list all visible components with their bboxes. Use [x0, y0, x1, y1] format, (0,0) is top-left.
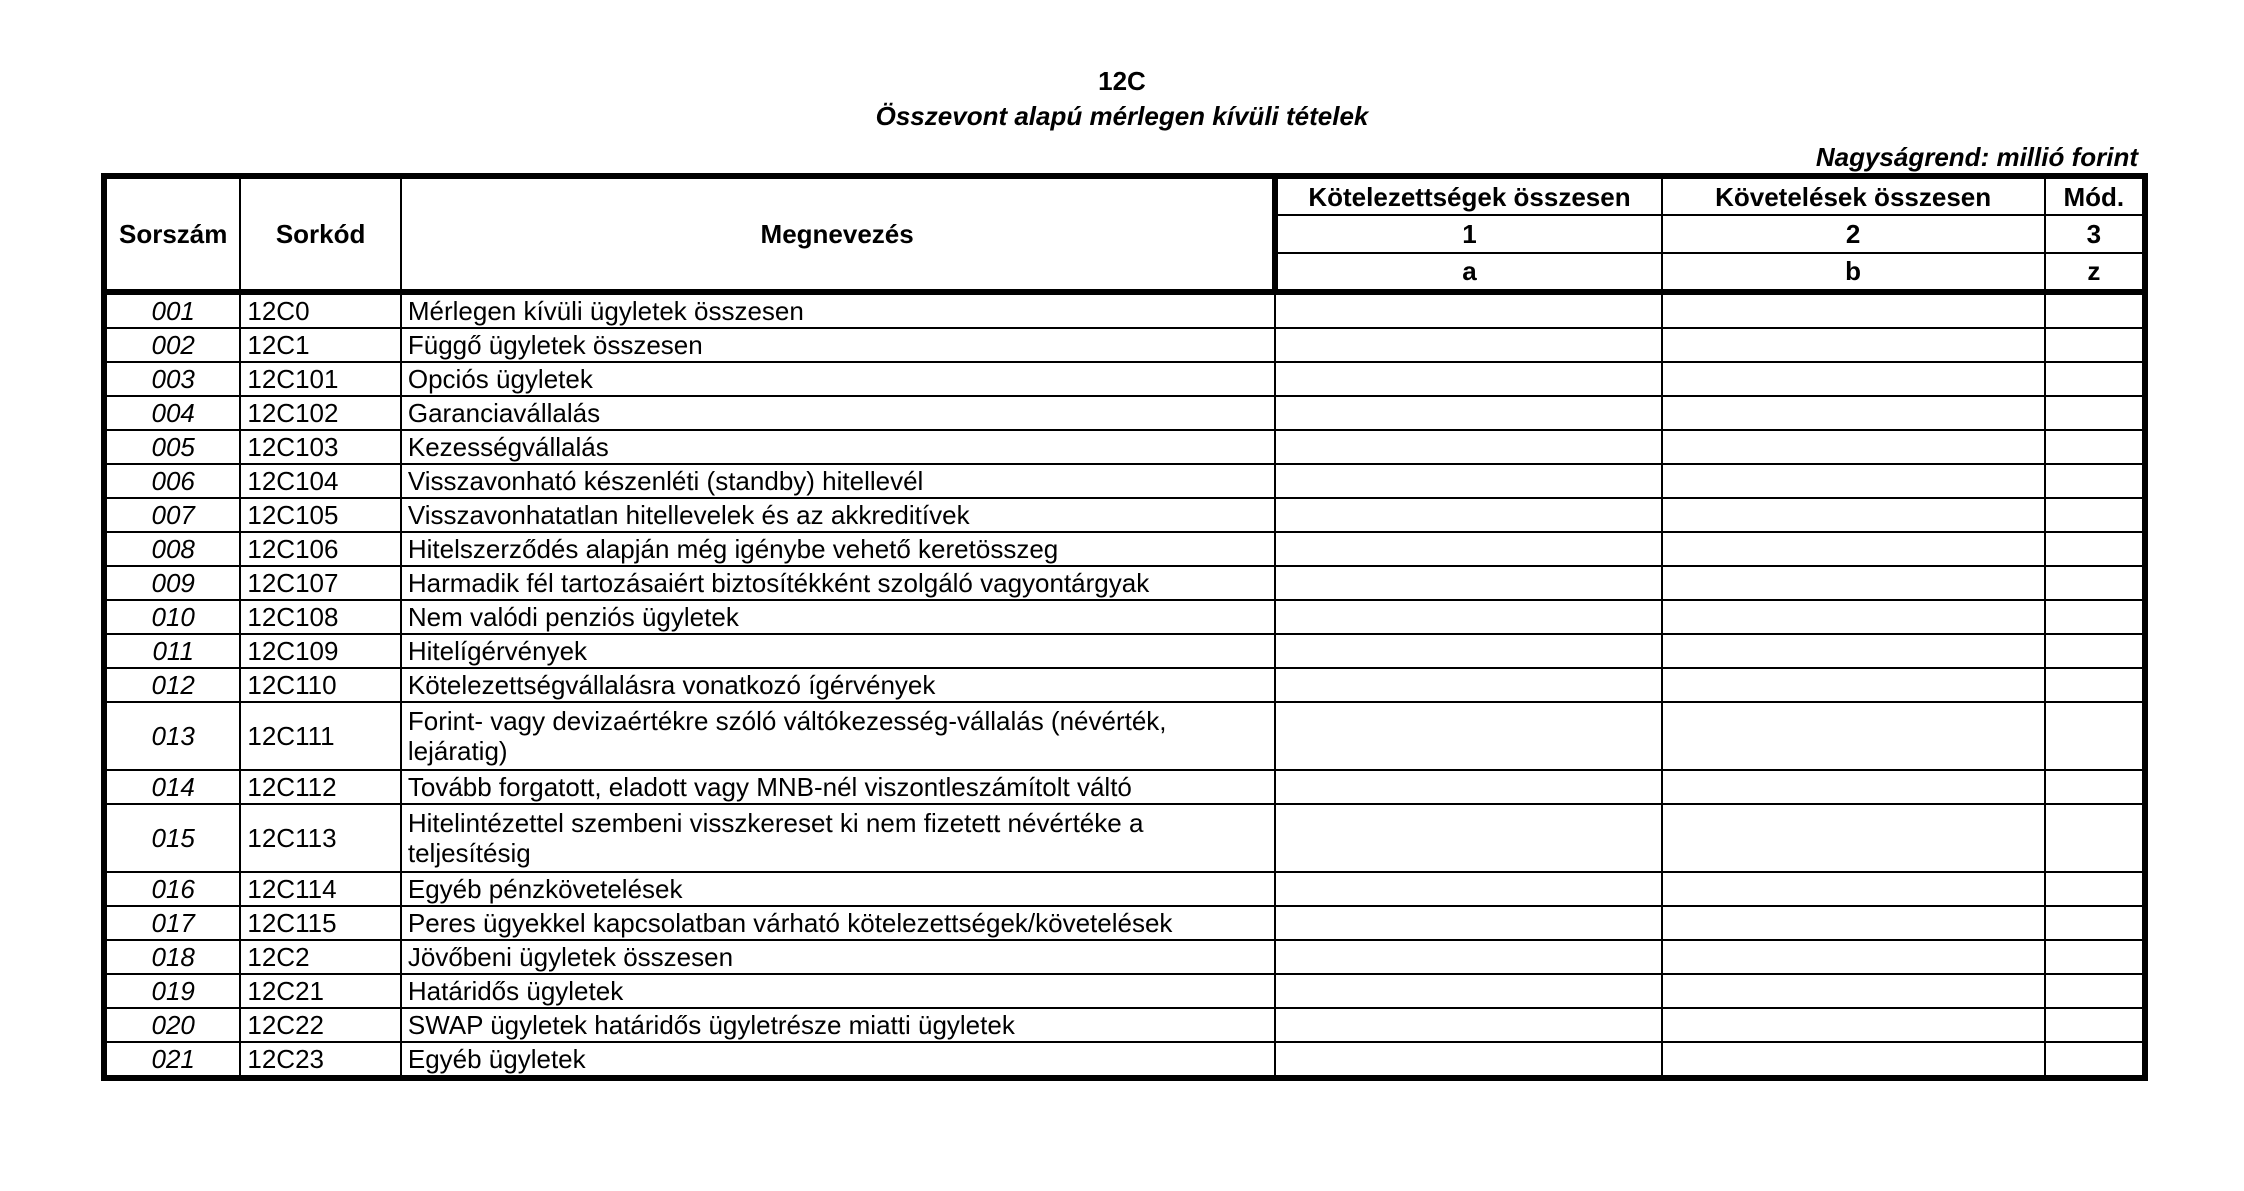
table-row: [104, 464, 2145, 498]
row-megnevezes: Hitelintézettel szembeni visszkereset ki nem fizetett névértéke a teljesítésig: [401, 804, 1276, 872]
row-mod-cell[interactable]: [2045, 600, 2145, 634]
row-sorkod: 12C115: [240, 906, 400, 940]
row-mod-cell[interactable]: [2045, 804, 2145, 872]
table-row: [104, 292, 2145, 328]
row-sorszam: 002: [104, 328, 240, 362]
table-row: [104, 396, 2145, 430]
row-megnevezes: SWAP ügyletek határidős ügyletrésze miatti ügyletek: [401, 1008, 1276, 1042]
row-sorkod: 12C22: [240, 1008, 400, 1042]
row-megnevezes: Opciós ügyletek: [401, 362, 1276, 396]
row-kovetelesek-cell[interactable]: [1662, 396, 2045, 430]
row-kovetelesek-cell[interactable]: [1662, 498, 2045, 532]
row-megnevezes: Garanciavállalás: [401, 396, 1276, 430]
row-megnevezes: Visszavonhatatlan hitellevelek és az akkreditívek: [401, 498, 1276, 532]
row-kovetelesek-cell[interactable]: [1662, 702, 2045, 770]
row-sorszam: 015: [104, 804, 240, 872]
row-megnevezes: Visszavonható készenléti (standby) hitellevél: [401, 464, 1276, 498]
row-sorkod: 12C0: [240, 292, 400, 328]
row-kovetelesek-cell[interactable]: [1662, 872, 2045, 906]
row-kovetelesek-cell[interactable]: [1662, 600, 2045, 634]
row-megnevezes: Egyéb ügyletek: [401, 1042, 1276, 1078]
table-row: [104, 328, 2145, 362]
header-sorkod: Sorkód: [240, 176, 400, 292]
row-kovetelesek-cell[interactable]: [1662, 1008, 2045, 1042]
header-col2-num: 2: [1662, 215, 2045, 252]
row-megnevezes: Nem valódi penziós ügyletek: [401, 600, 1276, 634]
row-mod-cell[interactable]: [2045, 940, 2145, 974]
row-kotelezettsegek-cell[interactable]: [1275, 634, 1661, 668]
row-kovetelesek-cell[interactable]: [1662, 906, 2045, 940]
row-kotelezettsegek-cell[interactable]: [1275, 974, 1661, 1008]
row-sorkod: 12C107: [240, 566, 400, 600]
header-col2-label: Követelések összesen: [1662, 176, 2045, 215]
row-megnevezes: Jövőbeni ügyletek összesen: [401, 940, 1276, 974]
table-row: [104, 906, 2145, 940]
row-kotelezettsegek-cell[interactable]: [1275, 328, 1661, 362]
row-kovetelesek-cell[interactable]: [1662, 770, 2045, 804]
row-mod-cell[interactable]: [2045, 872, 2145, 906]
row-sorkod: 12C23: [240, 1042, 400, 1078]
row-sorszam: 003: [104, 362, 240, 396]
row-sorkod: 12C111: [240, 702, 400, 770]
row-kovetelesek-cell[interactable]: [1662, 464, 2045, 498]
table-row: [104, 362, 2145, 396]
row-sorkod: 12C2: [240, 940, 400, 974]
row-mod-cell[interactable]: [2045, 668, 2145, 702]
header-col1-num: 1: [1275, 215, 1661, 252]
row-mod-cell[interactable]: [2045, 566, 2145, 600]
row-megnevezes: Kötelezettségvállalásra vonatkozó ígérvények: [401, 668, 1276, 702]
row-kovetelesek-cell[interactable]: [1662, 1042, 2045, 1078]
table-row: [104, 498, 2145, 532]
row-mod-cell[interactable]: [2045, 532, 2145, 566]
form-subtitle: Összevont alapú mérlegen kívüli tételek: [875, 101, 1369, 131]
row-mod-cell[interactable]: [2045, 1008, 2145, 1042]
off-balance-table: [101, 173, 2148, 1081]
row-sorszam: 017: [104, 906, 240, 940]
row-megnevezes: Mérlegen kívüli ügyletek összesen: [401, 292, 1276, 328]
row-mod-cell[interactable]: [2045, 906, 2145, 940]
row-sorszam: 020: [104, 1008, 240, 1042]
row-sorszam: 005: [104, 430, 240, 464]
table-row: [104, 770, 2145, 804]
table-row: [104, 804, 2145, 872]
row-kotelezettsegek-cell[interactable]: [1275, 566, 1661, 600]
row-sorkod: 12C105: [240, 498, 400, 532]
row-kotelezettsegek-cell[interactable]: [1275, 396, 1661, 430]
row-kotelezettsegek-cell[interactable]: [1275, 292, 1661, 328]
row-sorkod: 12C102: [240, 396, 400, 430]
row-mod-cell[interactable]: [2045, 464, 2145, 498]
row-mod-cell[interactable]: [2045, 498, 2145, 532]
row-mod-cell[interactable]: [2045, 1042, 2145, 1078]
row-mod-cell[interactable]: [2045, 396, 2145, 430]
row-sorkod: 12C109: [240, 634, 400, 668]
row-mod-cell[interactable]: [2045, 634, 2145, 668]
header-megnevezes: Megnevezés: [401, 176, 1276, 292]
table-row: [104, 872, 2145, 906]
row-kovetelesek-cell[interactable]: [1662, 940, 2045, 974]
row-mod-cell[interactable]: [2045, 702, 2145, 770]
row-megnevezes: Kezességvállalás: [401, 430, 1276, 464]
row-megnevezes: Hitelígérvények: [401, 634, 1276, 668]
row-sorkod: 12C21: [240, 974, 400, 1008]
row-sorszam: 008: [104, 532, 240, 566]
table-row: [104, 430, 2145, 464]
row-megnevezes: Egyéb pénzkövetelések: [401, 872, 1276, 906]
row-sorszam: 010: [104, 600, 240, 634]
row-kotelezettsegek-cell[interactable]: [1275, 498, 1661, 532]
row-sorszam: 012: [104, 668, 240, 702]
row-sorszam: 014: [104, 770, 240, 804]
row-kovetelesek-cell[interactable]: [1662, 430, 2045, 464]
row-sorszam: 009: [104, 566, 240, 600]
row-kotelezettsegek-cell[interactable]: [1275, 872, 1661, 906]
row-sorszam: 011: [104, 634, 240, 668]
row-kotelezettsegek-cell[interactable]: [1275, 532, 1661, 566]
row-kotelezettsegek-cell[interactable]: [1275, 600, 1661, 634]
header-col3-label: Mód.: [2045, 176, 2145, 215]
row-mod-cell[interactable]: [2045, 430, 2145, 464]
table-row: [104, 940, 2145, 974]
row-sorszam: 018: [104, 940, 240, 974]
row-sorkod: 12C104: [240, 464, 400, 498]
row-megnevezes: Tovább forgatott, eladott vagy MNB-nél viszontleszámítolt váltó: [401, 770, 1276, 804]
row-sorszam: 019: [104, 974, 240, 1008]
row-mod-cell[interactable]: [2045, 362, 2145, 396]
row-kovetelesek-cell[interactable]: [1662, 804, 2045, 872]
table-row: [104, 974, 2145, 1008]
row-megnevezes: Függő ügyletek összesen: [401, 328, 1276, 362]
row-sorszam: 021: [104, 1042, 240, 1078]
row-kovetelesek-cell[interactable]: [1662, 532, 2045, 566]
row-sorszam: 016: [104, 872, 240, 906]
row-kovetelesek-cell[interactable]: [1662, 634, 2045, 668]
row-sorkod: 12C1: [240, 328, 400, 362]
header-sorszam: Sorszám: [104, 176, 240, 292]
row-kotelezettsegek-cell[interactable]: [1275, 668, 1661, 702]
table-row: [104, 668, 2145, 702]
row-sorkod: 12C112: [240, 770, 400, 804]
table-row: [104, 634, 2145, 668]
row-sorszam: 013: [104, 702, 240, 770]
header-col3-num: 3: [2045, 215, 2145, 252]
row-kotelezettsegek-cell[interactable]: [1275, 1008, 1661, 1042]
row-sorkod: 12C101: [240, 362, 400, 396]
table-row: [104, 1042, 2145, 1078]
row-sorkod: 12C110: [240, 668, 400, 702]
row-megnevezes: Peres ügyekkel kapcsolatban várható kötelezettségek/követelések: [401, 906, 1276, 940]
row-sorszam: 006: [104, 464, 240, 498]
row-mod-cell[interactable]: [2045, 770, 2145, 804]
row-kovetelesek-cell[interactable]: [1662, 566, 2045, 600]
row-sorszam: 004: [104, 396, 240, 430]
row-kovetelesek-cell[interactable]: [1662, 328, 2045, 362]
table-row: [104, 566, 2145, 600]
row-sorszam: 001: [104, 292, 240, 328]
row-mod-cell[interactable]: [2045, 328, 2145, 362]
row-kotelezettsegek-cell[interactable]: [1275, 430, 1661, 464]
row-kotelezettsegek-cell[interactable]: [1275, 804, 1661, 872]
header-col1-label: Kötelezettségek összesen: [1275, 176, 1661, 215]
row-kotelezettsegek-cell[interactable]: [1275, 906, 1661, 940]
row-kovetelesek-cell[interactable]: [1662, 668, 2045, 702]
unit-label: Nagyságrend: millió forint: [1815, 142, 2138, 172]
row-kotelezettsegek-cell[interactable]: [1275, 702, 1661, 770]
row-sorkod: 12C106: [240, 532, 400, 566]
form-code-title: 12C: [1098, 66, 1146, 96]
table-row: [104, 702, 2145, 770]
header-col3-code: z: [2045, 253, 2145, 292]
row-kovetelesek-cell[interactable]: [1662, 362, 2045, 396]
row-mod-cell[interactable]: [2045, 292, 2145, 328]
row-kovetelesek-cell[interactable]: [1662, 974, 2045, 1008]
row-sorkod: 12C114: [240, 872, 400, 906]
table-row: [104, 1008, 2145, 1042]
header-col2-code: b: [1662, 253, 2045, 292]
row-kovetelesek-cell[interactable]: [1662, 292, 2045, 328]
row-kotelezettsegek-cell[interactable]: [1275, 770, 1661, 804]
row-megnevezes: Határidős ügyletek: [401, 974, 1276, 1008]
table-row: [104, 600, 2145, 634]
row-kotelezettsegek-cell[interactable]: [1275, 464, 1661, 498]
row-mod-cell[interactable]: [2045, 974, 2145, 1008]
row-megnevezes: Hitelszerződés alapján még igénybe vehető keretösszeg: [401, 532, 1276, 566]
row-kotelezettsegek-cell[interactable]: [1275, 362, 1661, 396]
header-col1-code: a: [1275, 253, 1661, 292]
row-kotelezettsegek-cell[interactable]: [1275, 1042, 1661, 1078]
table-body: [104, 292, 2145, 1078]
row-sorkod: 12C113: [240, 804, 400, 872]
row-kotelezettsegek-cell[interactable]: [1275, 940, 1661, 974]
row-megnevezes: Harmadik fél tartozásaiért biztosítékként szolgáló vagyontárgyak: [401, 566, 1276, 600]
row-sorkod: 12C108: [240, 600, 400, 634]
row-megnevezes: Forint- vagy devizaértékre szóló váltókezesség-vállalás (névérték, lejáratig): [401, 702, 1276, 770]
row-sorszam: 007: [104, 498, 240, 532]
table-row: [104, 532, 2145, 566]
row-sorkod: 12C103: [240, 430, 400, 464]
